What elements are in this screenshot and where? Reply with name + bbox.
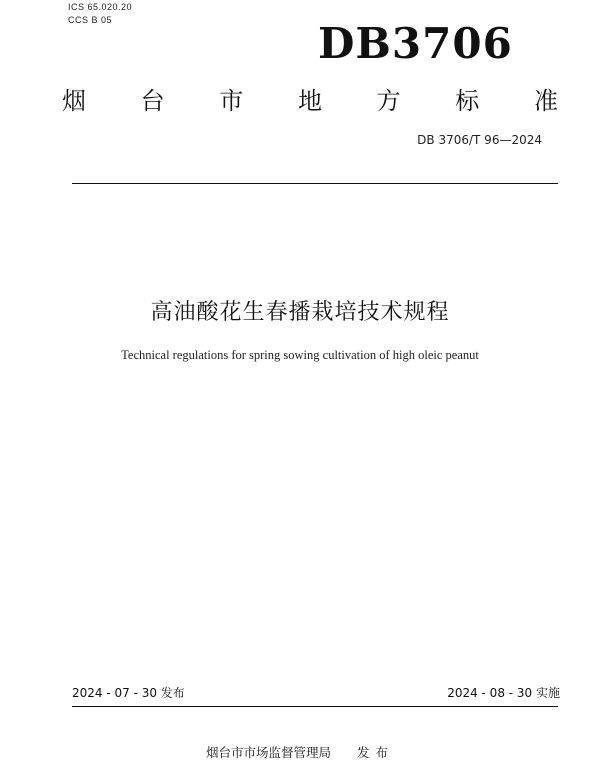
title-char: 地	[297, 87, 322, 115]
issue-label: 发布	[357, 745, 395, 760]
issuer-name: 烟台市市场监督管理局	[206, 745, 332, 760]
issuer-line	[206, 744, 394, 762]
document-title-en: Technical regulations for spring sowing cultivation of high oleic peanut	[121, 348, 479, 362]
implement-date: 2024 - 08 - 30 实施	[447, 686, 560, 700]
ccs-code: CCS B 05	[68, 15, 113, 25]
db-mark: DB3706	[318, 19, 513, 68]
title-char: 烟	[62, 87, 86, 115]
title-char: 台	[140, 87, 165, 115]
publish-date: 2024 - 07 - 30 发布	[72, 686, 185, 700]
document-title-cn: 高油酸花生春播栽培技术规程	[150, 300, 450, 325]
title-char: 准	[533, 87, 558, 115]
classification-codes	[68, 1, 132, 27]
standard-number: DB 3706/T 96—2024	[417, 133, 542, 147]
header-divider	[72, 183, 558, 184]
footer-divider	[72, 706, 558, 707]
title-char: 方	[376, 87, 401, 115]
title-char: 标	[455, 87, 480, 115]
title-char: 市	[219, 87, 244, 115]
standard-type-title	[62, 84, 558, 118]
ics-code: ICS 65.020.20	[68, 2, 133, 12]
